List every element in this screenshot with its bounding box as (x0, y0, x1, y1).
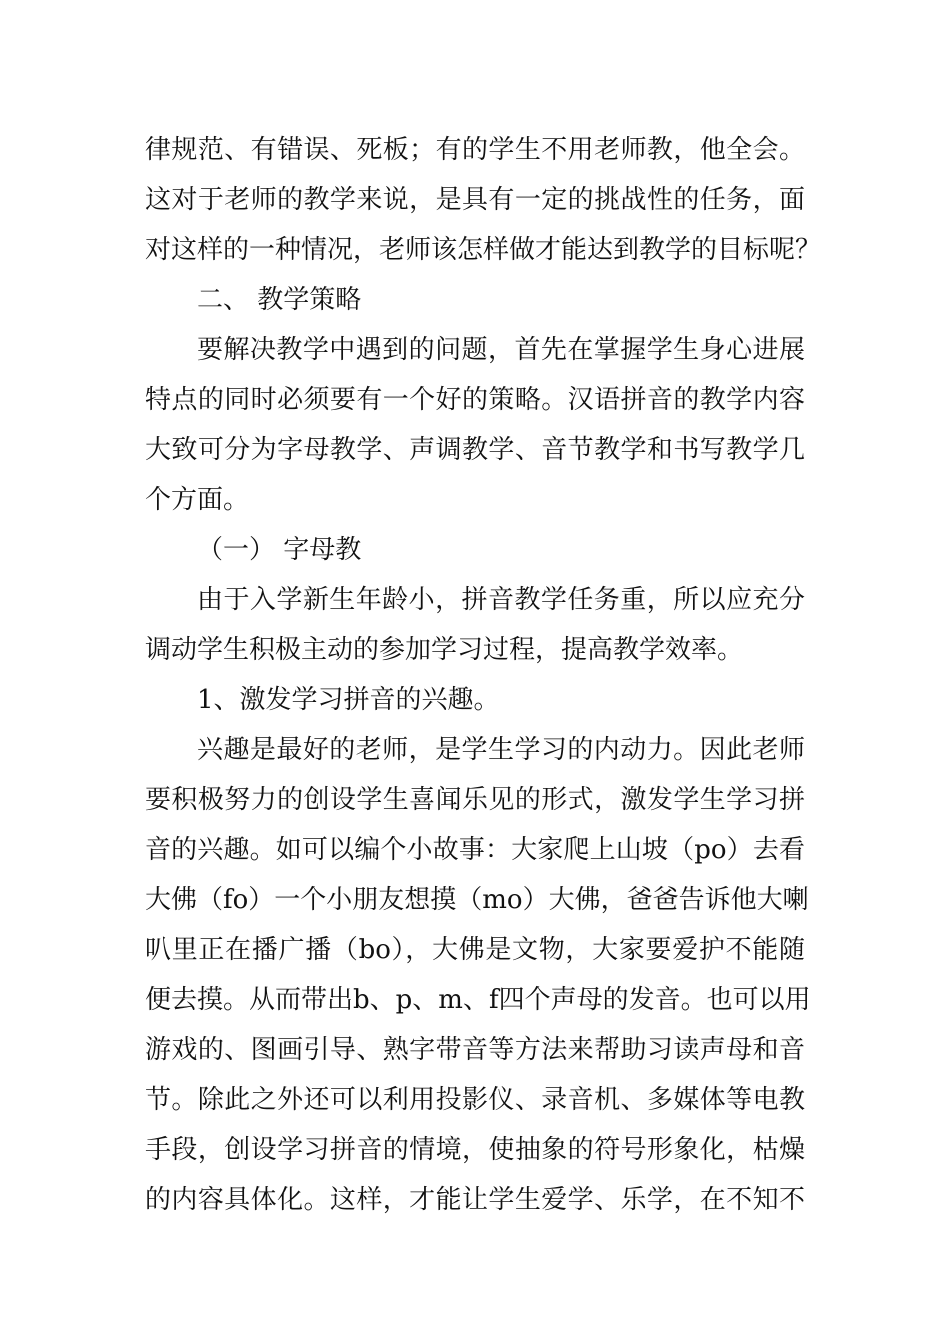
text-line: 的内容具体化。这样，才能让学生爱学、乐学，在不知不 (145, 1185, 805, 1215)
text-line: 个方面。 (145, 485, 250, 515)
text-line: 要积极努力的创设学生喜闻乐见的形式，激发学生学习拼 (145, 785, 805, 815)
text-line: 调动学生积极主动的参加学习过程，提高教学效率。 (145, 635, 744, 665)
text-line: 大致可分为字母教学、声调教学、音节教学和书写教学几 (145, 435, 805, 465)
text-line: 便去摸。从而带出b、p、m、f四个声母的发音。也可以用 (145, 985, 811, 1015)
text-line: 这对于老师的教学来说，是具有一定的挑战性的任务，面 (145, 185, 805, 215)
text-line: 对这样的一种情况，老师该怎样做才能达到教学的目标呢？ (145, 235, 822, 265)
text-line: 特点的同时必须要有一个好的策略。汉语拼音的教学内容 (145, 385, 805, 415)
text-line: 游戏的、图画引导、熟字带音等方法来帮助习读声母和音 (145, 1035, 805, 1065)
paragraph-first-line: 兴趣是最好的老师，是学生学习的内动力。因此老师 (197, 735, 805, 765)
text-line: 音的兴趣。如可以编个小故事：大家爬上山坡（po）去看 (145, 835, 805, 865)
text-line: 叭里正在播广播（bo），大佛是文物，大家要爱护不能随 (145, 935, 805, 965)
section-heading: 二、 教学策略 (197, 285, 362, 315)
paragraph-first-line: 要解决教学中遇到的问题，首先在掌握学生身心进展 (197, 335, 805, 365)
text-line: 手段，创设学习拼音的情境，使抽象的符号形象化，枯燥 (145, 1135, 805, 1165)
text-line: 律规范、有错误、死板；有的学生不用老师教，他全会。 (145, 135, 805, 165)
list-item-heading: 1、激发学习拼音的兴趣。 (197, 685, 500, 715)
subsection-heading: （一） 字母教 (197, 535, 362, 565)
paragraph-first-line: 由于入学新生年龄小，拼音教学任务重，所以应充分 (197, 585, 805, 615)
text-line: 大佛（fo）一个小朋友想摸（mo）大佛，爸爸告诉他大喇 (145, 885, 809, 915)
text-line: 节。除此之外还可以利用投影仪、录音机、多媒体等电教 (145, 1085, 805, 1115)
